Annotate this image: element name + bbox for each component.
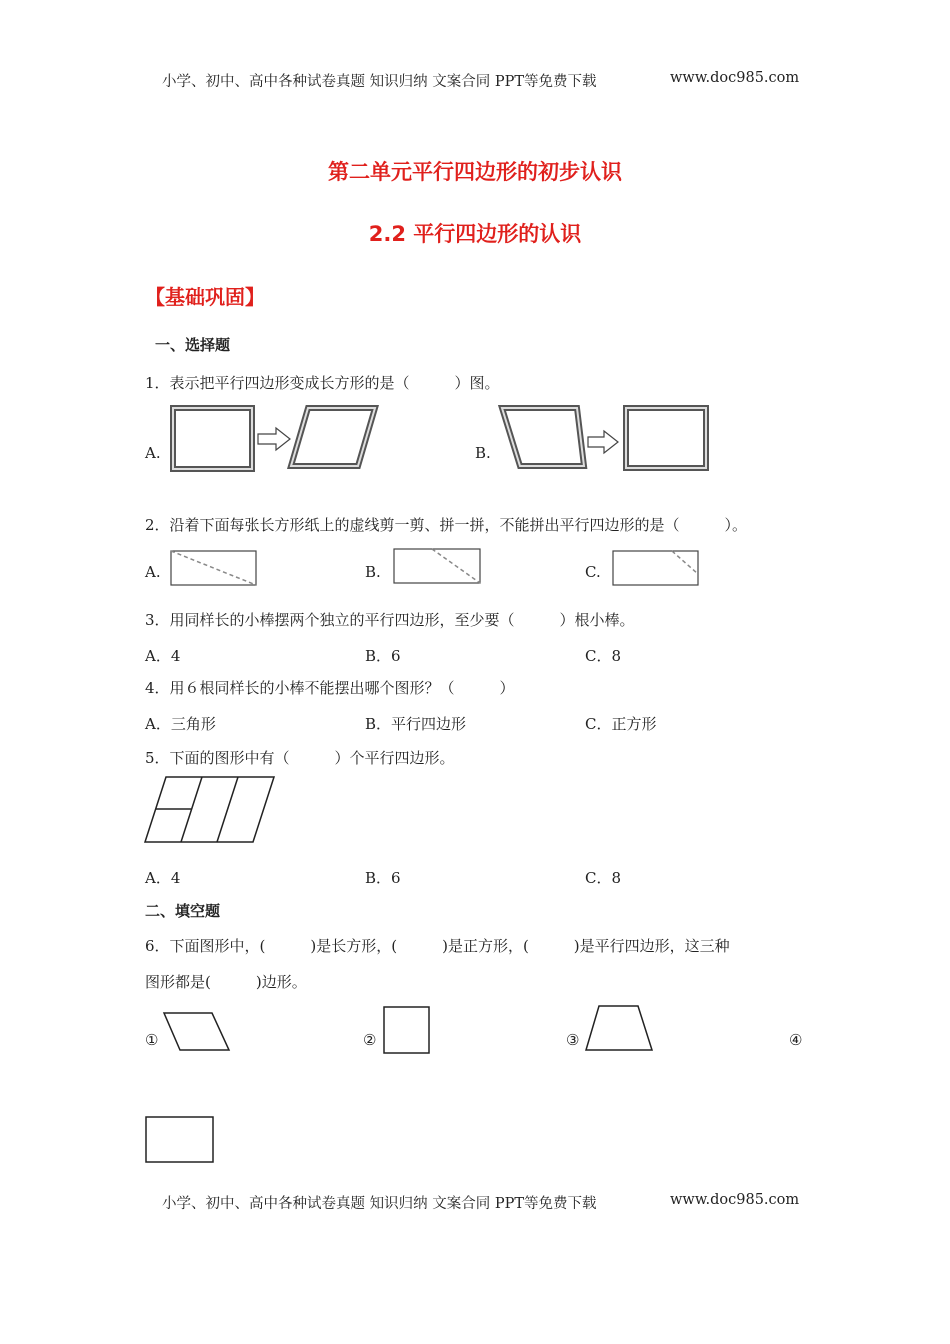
shape-label-4: ④ (789, 1031, 803, 1049)
part2-heading: 二、填空题 (145, 902, 221, 920)
q5-option-a: A．4 (145, 869, 181, 887)
question-3: 3．用同样长的小棒摆两个独立的平行四边形，至少要（ ）根小棒。 (145, 611, 635, 629)
shape-3-trapezoid (585, 1005, 655, 1053)
footer-text: 小学、初中、高中各种试卷真题 知识归纳 文案合同 PPT等免费下载 (162, 1196, 597, 1212)
arrow-right-icon (258, 428, 290, 450)
q2-option-a: A. (145, 563, 161, 581)
q4-option-c: C．正方形 (585, 715, 657, 733)
header-text: 小学、初中、高中各种试卷真题 知识归纳 文案合同 PPT等免费下载 (162, 74, 597, 90)
shape-label-1: ① (145, 1031, 159, 1049)
q2-figure-a (170, 550, 258, 588)
q4-option-a: A．三角形 (145, 715, 216, 733)
arrow-right-icon (588, 431, 618, 453)
header-site[interactable]: www.doc985.com (670, 70, 800, 86)
rectangle-frame (626, 408, 706, 468)
q2-figure-c (612, 550, 700, 588)
q1-figure-b (500, 405, 715, 473)
divider-line (217, 777, 238, 842)
question-5: 5．下面的图形中有（ ）个平行四边形。 (145, 749, 455, 767)
cut-line (432, 549, 480, 583)
q4-option-b: B．平行四边形 (365, 715, 467, 733)
q5-option-b: B．6 (365, 869, 401, 887)
q2-option-b: B. (365, 563, 381, 581)
q1-option-a: A. (145, 444, 161, 462)
part1-heading: 一、选择题 (155, 336, 231, 354)
rectangle-frame (173, 408, 252, 469)
lesson-title: 2.2 平行四边形的认识 (368, 222, 582, 246)
shape-4-rectangle (145, 1116, 217, 1166)
shape-label-3: ③ (566, 1031, 580, 1049)
q1-option-b: B. (475, 444, 491, 462)
q2-figure-b (393, 548, 483, 586)
q1-figure-a (170, 405, 390, 473)
shape-1-parallelogram (163, 1012, 233, 1054)
shape-label-2: ② (363, 1031, 377, 1049)
parallelogram-frame (502, 408, 584, 466)
paper-rectangle (613, 551, 698, 585)
shape-2-square (383, 1006, 431, 1055)
cut-line (171, 551, 256, 585)
rectangle-frame-inner (626, 408, 706, 468)
paper-rectangle (394, 549, 480, 583)
section-heading: 【基础巩固】 (145, 285, 265, 309)
unit-title: 第二单元平行四边形的初步认识 (328, 160, 622, 184)
question-6-line2: 图形都是( )边形。 (145, 973, 307, 991)
rectangle-frame-inner (173, 408, 252, 469)
question-1: 1．表示把平行四边形变成长方形的是（ ）图。 (145, 374, 500, 392)
q3-option-c: C．8 (585, 647, 622, 665)
cut-line (672, 551, 698, 574)
q5-figure (143, 776, 278, 844)
question-2: 2．沿着下面每张长方形纸上的虚线剪一剪、拼一拼，不能拼出平行四边形的是（ ）。 (145, 516, 748, 534)
q3-option-a: A．4 (145, 647, 181, 665)
question-6-line1: 6．下面图形中，( )是长方形，( )是正方形，( )是平行四边形，这三种 (145, 937, 730, 955)
q3-option-b: B．6 (365, 647, 401, 665)
q5-option-c: C．8 (585, 869, 622, 887)
footer-site[interactable]: www.doc985.com (670, 1192, 800, 1208)
q2-option-c: C. (585, 563, 601, 581)
question-4: 4．用６根同样长的小棒不能摆出哪个图形？（ ） (145, 679, 515, 697)
parallelogram-frame (291, 408, 375, 466)
